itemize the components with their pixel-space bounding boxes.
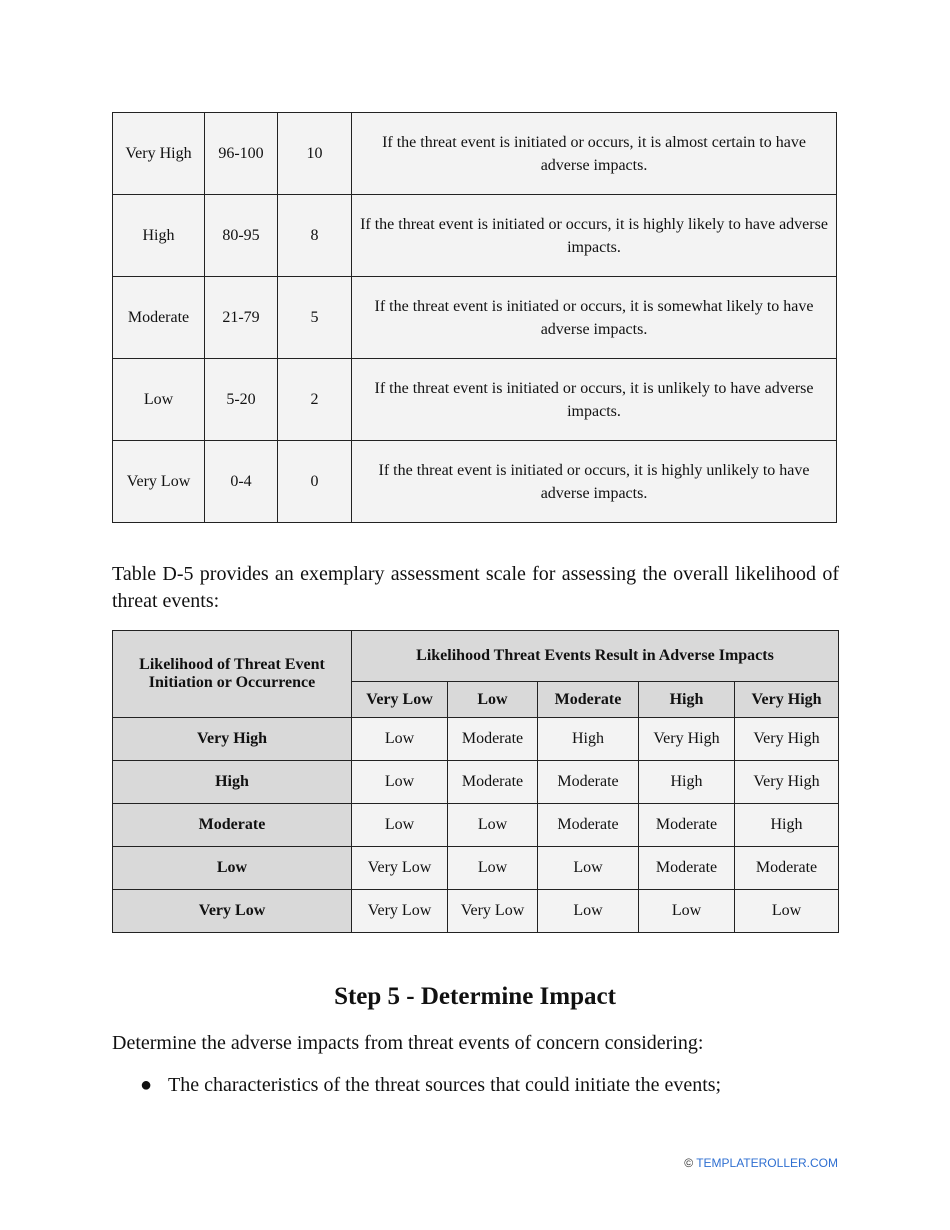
row-header: Very High — [113, 718, 352, 761]
table-cell: Moderate — [639, 847, 735, 890]
column-header: Very Low — [352, 682, 448, 718]
table-row — [113, 761, 839, 804]
table-cell: Low — [352, 718, 448, 761]
intro-paragraph: Table D-5 provides an exemplary assessment scale for assessing the overall likelihood of threat events: — [112, 563, 839, 612]
table-cell: Low — [639, 890, 735, 933]
description-cell: If the threat event is initiated or occurs, it is somewhat likely to have adverse impacts. — [352, 277, 837, 359]
table-cell: Very High — [735, 761, 839, 804]
table-cell: Low — [448, 804, 538, 847]
column-header: Very High — [735, 682, 839, 718]
table-row — [113, 195, 837, 277]
corner-header: Likelihood of Threat Event Initiation or Occurrence — [113, 631, 352, 718]
row-header: Very Low — [113, 890, 352, 933]
score-cell: 10 — [278, 113, 352, 195]
templateroller-link[interactable]: TEMPLATEROLLER.COM — [696, 1156, 838, 1170]
table-cell: Low — [538, 890, 639, 933]
table-cell: Moderate — [639, 804, 735, 847]
list-item-text: The characteristics of the threat sources that could initiate the events; — [168, 1074, 722, 1096]
copyright-icon: © — [684, 1156, 694, 1170]
table-row — [113, 847, 839, 890]
table-cell: Moderate — [448, 718, 538, 761]
table-cell: Low — [352, 761, 448, 804]
column-header: High — [639, 682, 735, 718]
table-cell: High — [735, 804, 839, 847]
score-cell: 5 — [278, 277, 352, 359]
range-cell: 80-95 — [205, 195, 278, 277]
table-cell: Moderate — [735, 847, 839, 890]
step-heading: Step 5 - Determine Impact — [334, 983, 616, 1010]
table-cell: Very High — [639, 718, 735, 761]
group-header: Likelihood Threat Events Result in Adverse Impacts — [352, 631, 839, 682]
table-cell: Moderate — [448, 761, 538, 804]
table-cell: Low — [352, 804, 448, 847]
table-cell: Very High — [735, 718, 839, 761]
table-row — [113, 359, 837, 441]
table-cell: Low — [448, 847, 538, 890]
range-cell: 96-100 — [205, 113, 278, 195]
list-item — [140, 1074, 721, 1097]
table-cell: Moderate — [538, 804, 639, 847]
description-cell: If the threat event is initiated or occurs, it is highly likely to have adverse impacts. — [352, 195, 837, 277]
table-cell: High — [538, 718, 639, 761]
table-row — [113, 277, 837, 359]
table-row — [113, 804, 839, 847]
level-cell: Low — [113, 359, 205, 441]
description-cell: If the threat event is initiated or occurs, it is almost certain to have adverse impacts. — [352, 113, 837, 195]
table-cell: Very Low — [448, 890, 538, 933]
table-row — [113, 441, 837, 523]
level-cell: High — [113, 195, 205, 277]
table-cell: Very Low — [352, 847, 448, 890]
score-cell: 2 — [278, 359, 352, 441]
table-cell: Low — [538, 847, 639, 890]
column-header: Moderate — [538, 682, 639, 718]
table-cell: Moderate — [538, 761, 639, 804]
column-header: Low — [448, 682, 538, 718]
score-cell: 0 — [278, 441, 352, 523]
table-cell: High — [639, 761, 735, 804]
table-cell: Very Low — [352, 890, 448, 933]
range-cell: 5-20 — [205, 359, 278, 441]
level-cell: Very High — [113, 113, 205, 195]
range-cell: 21-79 — [205, 277, 278, 359]
row-header: Low — [113, 847, 352, 890]
table-row — [113, 113, 837, 195]
description-cell: If the threat event is initiated or occurs, it is unlikely to have adverse impacts. — [352, 359, 837, 441]
description-cell: If the threat event is initiated or occurs, it is highly unlikely to have adverse impacts. — [352, 441, 837, 523]
table-row — [113, 890, 839, 933]
row-header: Moderate — [113, 804, 352, 847]
body-paragraph: Determine the adverse impacts from threat events of concern considering: — [112, 1032, 704, 1054]
level-cell: Very Low — [113, 441, 205, 523]
bullet-icon: ● — [140, 1074, 153, 1096]
table-cell: Low — [735, 890, 839, 933]
footer-credit — [684, 1156, 838, 1170]
row-header: High — [113, 761, 352, 804]
score-cell: 8 — [278, 195, 352, 277]
overall-likelihood-table — [112, 630, 839, 933]
level-cell: Moderate — [113, 277, 205, 359]
likelihood-scale-table — [112, 112, 837, 523]
range-cell: 0-4 — [205, 441, 278, 523]
table-row — [113, 718, 839, 761]
